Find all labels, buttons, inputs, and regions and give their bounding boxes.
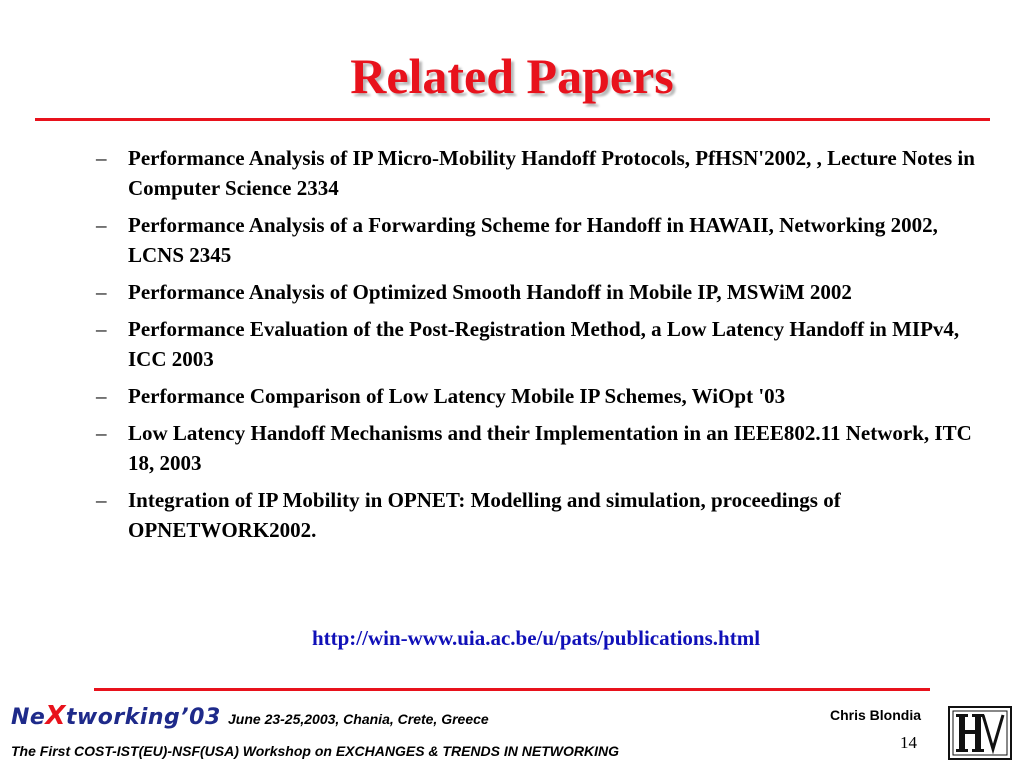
dash-bullet: – <box>96 213 107 237</box>
list-item <box>94 277 989 307</box>
dash-bullet: – <box>96 280 107 304</box>
conference-date: June 23-25,2003, Chania, Crete, Greece <box>228 711 489 727</box>
brand-x: X <box>45 701 66 731</box>
paper-text: Integration of IP Mobility in OPNET: Modelling and simulation, proceedings of OPNETWORK2002. <box>128 488 841 542</box>
dash-bullet: – <box>96 146 107 170</box>
footer-divider <box>94 688 930 691</box>
university-monogram-logo-icon <box>945 703 1015 763</box>
brand-suffix: tworking’03 <box>65 705 221 730</box>
dash-bullet: – <box>96 384 107 408</box>
list-item <box>94 314 989 374</box>
list-item <box>94 418 989 478</box>
papers-list <box>94 143 989 552</box>
paper-text: Performance Evaluation of the Post-Registration Method, a Low Latency Handoff in MIPv4, ICC 2003 <box>128 317 960 371</box>
list-item <box>94 210 989 270</box>
dash-bullet: – <box>96 421 107 445</box>
paper-text: Performance Comparison of Low Latency Mobile IP Schemes, WiOpt '03 <box>128 384 786 408</box>
author-name: Chris Blondia <box>830 707 922 723</box>
title-divider <box>35 118 990 121</box>
list-item <box>94 485 989 545</box>
workshop-title: The First COST-IST(EU)-NSF(USA) Workshop on EXCHANGES & TRENDS IN NETWORKING <box>11 743 619 759</box>
publications-link[interactable]: http://win-www.uia.ac.be/u/pats/publications.html <box>311 626 761 650</box>
dash-bullet: – <box>96 317 107 341</box>
paper-text: Performance Analysis of Optimized Smooth Handoff in Mobile IP, MSWiM 2002 <box>128 280 852 304</box>
list-item <box>94 381 989 411</box>
networking-brand-logo <box>11 700 221 734</box>
page-number: 14 <box>900 733 917 752</box>
paper-text: Low Latency Handoff Mechanisms and their Implementation in an IEEE802.11 Network, ITC 18, 2003 <box>128 421 972 475</box>
paper-text: Performance Analysis of IP Micro-Mobility Handoff Protocols, PfHSN'2002, , Lecture Notes in Computer Science 2334 <box>128 146 975 200</box>
brand-prefix: Ne <box>11 705 46 730</box>
slide-title: Related Papers <box>350 48 674 104</box>
paper-text: Performance Analysis of a Forwarding Scheme for Handoff in HAWAII, Networking 2002, LCNS 2345 <box>128 213 938 267</box>
dash-bullet: – <box>96 488 107 512</box>
list-item <box>94 143 989 203</box>
